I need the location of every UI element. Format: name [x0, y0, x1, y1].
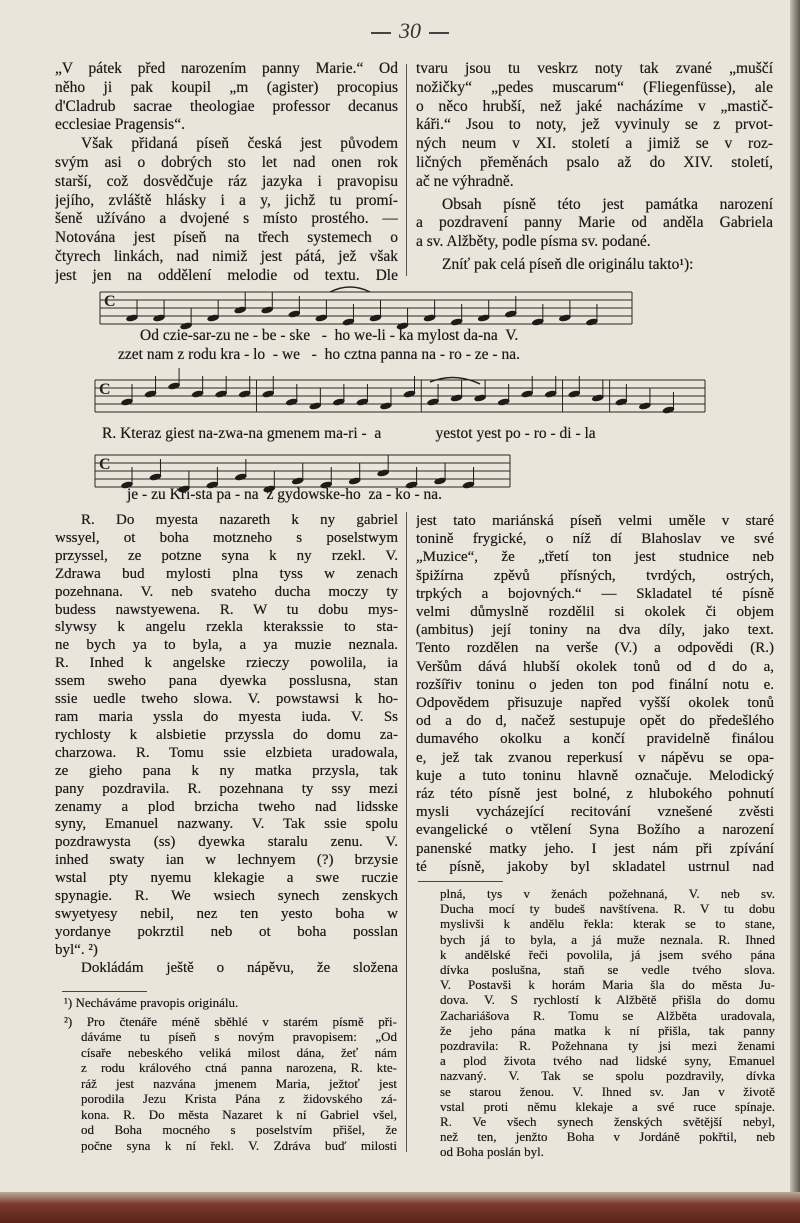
- text-line: R. Inhed k angelske rzieczy powolila, ia: [55, 655, 398, 672]
- text-line: a pozdravení panny Marie od anděla Gabriela: [416, 214, 773, 232]
- clef-c-icon: C: [104, 293, 116, 310]
- text-line: Zdrawa bud mylosti plna tyss w zenach: [55, 565, 398, 582]
- text-line: Notována jest píseň na třech systemech o: [55, 229, 398, 247]
- text-line: ličných přeměnách psalo až do XIV. století,: [416, 153, 773, 171]
- text-line: starší, což dosvědčuje ráz jazyka i pravopisu: [55, 172, 398, 190]
- text-line: tonině frygické, o níž dí Blahoslav ve své: [416, 531, 774, 548]
- text-line: velmi důmyslně rozdělil si okolek či objem: [416, 604, 774, 621]
- text-line: kuje a tuto toninu hlavně označuje. Melodický: [416, 767, 774, 784]
- text-line: evangelické o vtělení Syna Božího a narození: [416, 822, 774, 839]
- paragraph: [440, 886, 775, 1160]
- text-line: zenamy a plod brzicha tweho nad lidsske: [55, 798, 398, 815]
- text-line: myslivši k andělu řekla: kterak se to stane,: [440, 916, 775, 932]
- slur: [430, 377, 480, 384]
- text-line: dívka poslušna, staň se vedle tvého slova.: [440, 962, 775, 978]
- text-line: plná, tys v ženách požehnaná, V. neb sv.: [440, 886, 775, 901]
- text-line: ²) Pro čtenáře méně sběhlé v starém písmě při-: [64, 1013, 397, 1029]
- text-line: ráz této písně jest bolné, z hlubokého pohnutí: [416, 786, 774, 803]
- text-line: svým asi o dobrých sto let nad onen rok: [55, 153, 398, 171]
- lyrics-line: R. Kteraz giest na-zwa-na gmenem ma-ri - a yestot yest po - ro - di - la: [102, 425, 596, 442]
- text-line: jest jen na oddělení melodie od textu. Dle: [55, 266, 398, 284]
- text-line: d'Cladrub sacrae theologiae professor decanus: [55, 97, 398, 115]
- text-line: že jeho pána matka k ní přišla, tak panny: [440, 1022, 775, 1038]
- text-line: od Boha mocného s poselstvím přišel, že: [81, 1122, 397, 1137]
- text-line: dova. V. S rychlostí k Alžbětě přišla do domu: [440, 992, 775, 1008]
- text-line: ne bych ya to byla, a ya muzie neznala.: [55, 637, 398, 654]
- text-line: šeně užíváno a dvojené s místo prostého. —: [55, 210, 398, 228]
- text-line: káři.“ Jsou to noty, jež vyvinuly se z prvot-: [416, 116, 773, 134]
- text-line: pozdrawysta (ss) dyewka staralu zenu. V.: [55, 834, 398, 851]
- text-line: tvaru jsou tu veskrz noty tak zvané „muščí: [416, 60, 773, 77]
- text-line: ecclesiae Pragensis“.: [55, 116, 185, 134]
- text-line: rychlosty k alsbietie przyssla do domu za-: [55, 726, 398, 743]
- text-line: rozšířiv toninu o jeden ton pod finální notu e.: [416, 676, 774, 693]
- text-line: wssyel, ot boha motzneho s poselstwym: [55, 529, 398, 546]
- page-number-text: 30: [399, 18, 421, 43]
- text-line: ráž jest nazvána jmenem Maria, ježtoť jest: [81, 1075, 397, 1091]
- text-line: panenské matky jeho. I jest nám při zpívání: [416, 840, 774, 857]
- paragraph: [416, 512, 774, 876]
- text-line: z rodu králového ctná panna narozena, R. kte-: [81, 1060, 397, 1075]
- slur: [330, 287, 370, 292]
- text-line: „V pátek před narozením panny Marie.“ Od: [55, 60, 398, 77]
- text-line: yordanye pokrztil neb ot boha posslan: [55, 923, 398, 940]
- text-line: trpkých a bojovných.“ — Skladatel té písně: [416, 585, 774, 602]
- text-line: dáváme tu píseň s novým pravopisem: „Od: [81, 1029, 397, 1044]
- text-line: e, jež tak zvanou reperkusí v nápěvu se opa-: [416, 749, 774, 766]
- text-line: wstal pty nyemu klekagie a swe ruczie: [55, 870, 398, 887]
- footnotes-left: [64, 995, 397, 1153]
- clef-c-icon: C: [99, 381, 111, 398]
- text-line: „Muzice“, že „třetí ton jest studnice neb: [416, 549, 774, 566]
- text-line: k andělské řeči povolila, já jsem svého pána: [440, 946, 775, 962]
- text-line: ných neum v XI. století a jimiž se v roz-: [416, 135, 773, 153]
- text-line: pozehnana. V. neb svateho ducha moczy ty: [55, 583, 398, 600]
- text-line: pany pozdravila. R. pozehnana ty ssy mezi: [55, 780, 398, 797]
- text-line: mysli vycházející recitování vznešené zvěsti: [416, 804, 774, 821]
- text-line: V. Postavši k horám Maria šla do města Ju-: [440, 977, 775, 993]
- text-line: té písně, jakoby byl skladatel ustrnul nad: [416, 858, 774, 875]
- text-line: Ducha mocí ty budeš navštívena. R. V tu dobu: [440, 901, 775, 917]
- footnote-rule: [418, 881, 503, 882]
- footnotes-right: [440, 886, 775, 1160]
- text-line: čtyrech linkách, nad nimiž jest pátá, jež však: [55, 247, 398, 265]
- text-line: (ambitus) její toniny na dva díly, jako text.: [416, 622, 774, 639]
- text-line: a sv. Alžběty, podle písma sv. podané.: [416, 233, 651, 251]
- paragraph: [64, 1014, 397, 1154]
- lyrics-line: zzet nam z rodu kra - lo - we - ho cztna panna na - ro - ze - na.: [118, 346, 520, 363]
- text-line: špižírna zpěvů přísných, tvrdých, ostrých,: [416, 567, 774, 584]
- body-right-column: [416, 512, 774, 876]
- text-line: jejího, zvláště hlásky i a y, jichž tu promí-: [55, 191, 398, 209]
- text-line: przyssel, ze potzne syna k ny rzekl. V.: [55, 547, 398, 564]
- text-line: ssie uedle tweho slowa. V. powstawsi k ho-: [55, 691, 398, 708]
- column-divider: [406, 512, 407, 1152]
- music-notation: [0, 0, 800, 520]
- text-line: než ten, jenžto Boha v Jordáně pokřtil, neb: [440, 1129, 775, 1145]
- body-left-column: [55, 512, 398, 978]
- text-line: budess nawstyewena. R. W tu dobu mys-: [55, 601, 398, 618]
- text-line: charzowa. R. Tomu ssie elzbieta uradowala,: [55, 744, 398, 761]
- text-line: vstal proti němu klekaje a své ruce spínaje.: [440, 1098, 775, 1114]
- text-line: o něco hrubší, než jaké nacházíme v „mastič-: [416, 97, 773, 115]
- text-line: ze gieho pana k ny matka przysla, tak: [55, 762, 398, 779]
- text-line: dumavého okolku a končí pravidelně finálou: [416, 731, 774, 748]
- text-line: něho ji pak koupil „m (agister) procopius: [55, 78, 398, 96]
- footnote-rule: [62, 991, 147, 992]
- text-line: porodila Jezu Krista Pána z židovského zá-: [81, 1091, 397, 1106]
- text-line: Dokládám ještě o nápěvu, že složena: [81, 959, 398, 976]
- text-line: R. Ve všech synech ženských světější nebyl,: [440, 1114, 775, 1130]
- text-line: ¹) Necháváme pravopis originálu.: [64, 995, 239, 1010]
- paragraph: [64, 995, 397, 1011]
- text-line: počne syna k ní řekl. V. Zdráva buď milosti: [81, 1137, 397, 1153]
- page-edge-bottom: [0, 1192, 800, 1223]
- text-line: ssem sweho pana dyewka posslusna, stan: [55, 673, 398, 690]
- text-line: nožičky“ „pedes muscarum“ (Fliegenfüsse), ale: [416, 78, 773, 96]
- text-line: Zníť pak celá píseň dle originálu takto¹):: [442, 255, 694, 273]
- lyrics-line: je - zu Kri-sta pa - na z gydowske-ho za - ko - na.: [127, 486, 443, 503]
- text-line: a plod života tvého nad lidské syny, Emanuel: [440, 1053, 775, 1069]
- text-line: inhed swaty ian w lechnyem (?) brzysie: [55, 852, 398, 869]
- text-line: se starou ženou. V. Ihned sv. Jan v životě: [440, 1083, 775, 1099]
- text-line: Obsah písně této jest památka narození: [442, 195, 773, 213]
- text-line: bych já to byla, a já muže neznala. R. Ihned: [440, 931, 775, 947]
- text-line: císaře nebeského veliká milost dána, žeť nám: [81, 1044, 397, 1060]
- paragraph: [55, 960, 398, 978]
- text-line: od a do d, načež sestupuje opět do předešlého: [416, 713, 774, 730]
- text-line: syny, Emanuel nazwany. V. Tak ssie spolu: [55, 816, 398, 833]
- text-line: swyetyesy nebil, nez ten yesto boha w: [55, 905, 398, 922]
- text-line: Odpovědem přisuzuje napřed vyšší okolek tonů: [416, 695, 774, 712]
- text-line: jest tato mariánská píseň velmi uměle v staré: [416, 513, 774, 529]
- text-line: ač ne výhradně.: [416, 172, 514, 190]
- text-line: Tento rozdělen na verše (V.) a odpovědi (R.): [416, 640, 774, 657]
- clef-c-icon: C: [99, 456, 111, 473]
- text-line: Veršům dává hlubší okolek tonů od d do a,: [416, 658, 774, 675]
- text-line: pozdravila: R. Požehnana ty jsi mezi ženami: [440, 1038, 775, 1054]
- text-line: Však přidaná píseň česká jest původem: [81, 135, 398, 153]
- text-line: spynagie. R. We wsiech synech zenskych: [55, 888, 398, 905]
- text-line: R. Do myesta nazareth k ny gabriel: [81, 512, 398, 528]
- text-line: od Boha poslán byl.: [440, 1144, 544, 1160]
- lyrics-line: Od czie-sar-zu ne - be - ske - ho we-li - ka mylost da-na V.: [140, 327, 519, 344]
- text-line: Zachariášova R. Tomu se Alžběta uradovala,: [440, 1007, 775, 1023]
- text-line: slywsy k angelu rzekla kterakssie to sta-: [55, 619, 398, 636]
- text-line: nazvaný. V. Tak se spolu pozdravily, dívka: [440, 1068, 775, 1084]
- paragraph: [55, 512, 398, 960]
- text-line: byl“. ²): [55, 941, 98, 958]
- text-line: ram maria yssla do myesta iuda. V. Ss: [55, 708, 398, 725]
- text-line: kona. R. Do města Nazaret k ní Gabriel všel,: [81, 1106, 397, 1122]
